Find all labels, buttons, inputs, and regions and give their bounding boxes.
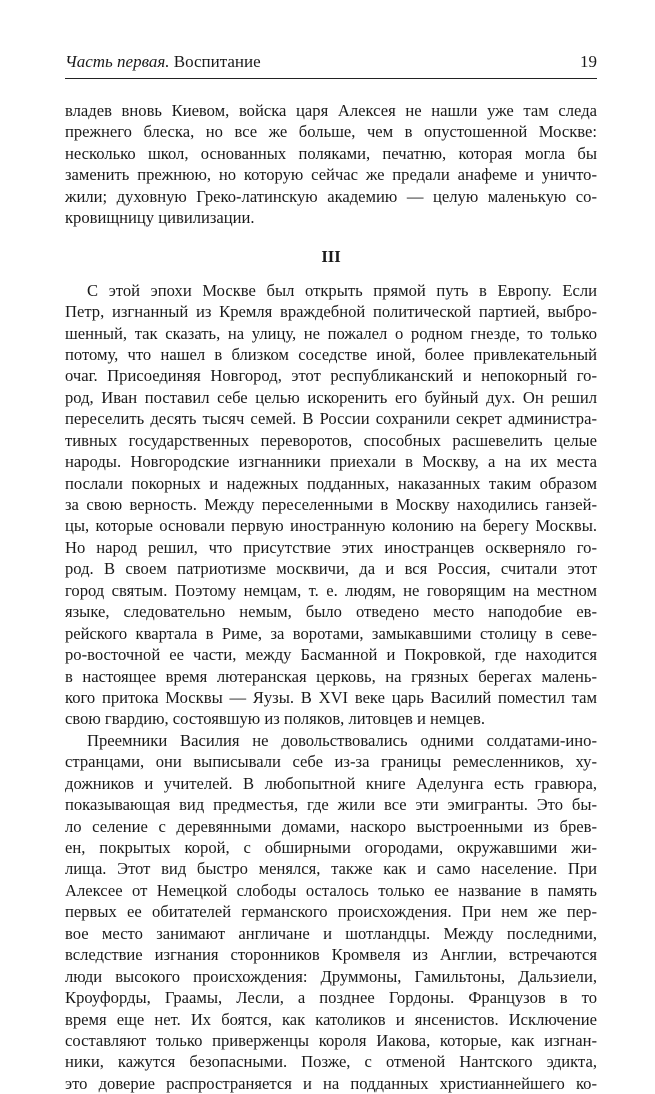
text-line: род. В своем патриотизме москвичи, да и вся Россия, считали этот — [65, 559, 597, 579]
running-header — [65, 52, 597, 79]
text-line: составляют только приверженцы короля Иакова, которые, как изгнан- — [65, 1030, 597, 1050]
book-page — [65, 52, 597, 1094]
paragraph-2 — [65, 730, 597, 1094]
text-line: время еще нет. Их боятся, как католиков и янсенистов. Исключение — [65, 1009, 597, 1029]
text-line: за свою верность. Между переселенными в Москву находились ганзей- — [65, 495, 597, 514]
paragraph-1 — [65, 280, 597, 730]
text-line: владев вновь Киевом, войска царя Алексея не нашли уже там следа — [65, 101, 597, 120]
text-line: ло селение с деревянными домами, наскоро выстроенными из брев- — [65, 816, 597, 836]
text-line: рейского квартала в Риме, за воротами, замыкавшими столицу в севе- — [65, 623, 597, 643]
text-line: Кроуфорды, Граамы, Лесли, а позднее Гордоны. Французов в то — [65, 988, 597, 1008]
text-line: вое место занимают англичане и шотландцы. Между последними, — [65, 923, 597, 943]
text-line: прежнего блеска, но все же больше, чем в опустошенной Москве: — [65, 122, 597, 142]
text-line: цы, которые основали первую иностранную колонию на берегу Москвы. — [65, 516, 597, 536]
part-title: Часть первая. — [65, 52, 170, 71]
text-line: С этой эпохи Москве был открыть прямой путь в Европу. Если — [87, 280, 597, 300]
text-line: Алексее от Немецкой слободы осталось только ее название в память — [65, 880, 597, 900]
text-line: Петр, изгнанный из Кремля враждебной политической партией, выбро- — [65, 302, 597, 322]
text-line: языке, следовательно немым, было отведено место наподобие ев- — [65, 602, 597, 622]
text-line: город святым. Поэтому немцам, т. е. людям, не говорящим на местном — [65, 580, 597, 600]
text-line: жили; духовную Греко-латинскую академию — целую маленькую со- — [65, 186, 597, 206]
text-line: свою гвардию, состоявшую из поляков, литовцев и немцев. — [65, 709, 486, 729]
text-line: кровищницу цивилизации. — [65, 208, 255, 228]
text-line: странцами, они выписывали себе из-за границы ремесленников, ху- — [65, 752, 597, 772]
text-line: первых ее обитателей германского происхождения. При нем же пер- — [65, 902, 597, 922]
text-line: люди высокого происхождения: Друммоны, Гамильтоны, Дальзиели, — [65, 966, 597, 986]
intro-paragraph — [65, 100, 597, 229]
text-line: народы. Новгородские изгнанники приехали в Москву, а на их места — [65, 452, 597, 472]
section-heading: III — [321, 246, 341, 266]
text-line: дожников и учителей. В любопытной книге Аделунга есть гравюра, — [65, 773, 597, 793]
running-header-title — [65, 52, 261, 72]
page-body — [65, 100, 597, 1094]
text-line: Но народ решил, что присутствие этих иностранцев оскверняло го- — [65, 537, 597, 557]
text-line: несколько школ, основанных поляками, печатню, которая могла бы — [65, 143, 597, 163]
text-line: кого притока Москвы — Яузы. В XVI веке царь Василий поместил там — [65, 687, 597, 707]
text-line: это доверие распространяется и на подданных христианнейшего ко- — [65, 1073, 597, 1093]
text-line: переселить десять тысяч семей. В России сохранили секрет администра- — [65, 409, 597, 429]
page-number: 19 — [580, 52, 597, 71]
text-line: заменить прежнюю, но которую сейчас же предали анафеме и уничто- — [65, 165, 597, 185]
text-line: ро-восточной ее части, между Басманной и Покровкой, где находится — [65, 645, 597, 665]
text-line: послали покорных и надежных подданных, наказанных таким образом — [65, 473, 597, 493]
text-line: ен, покрытых корой, с обширными огородами, окружавшими жи- — [65, 838, 597, 857]
text-line: лища. Этот вид быстро менялся, также как и само население. При — [65, 859, 597, 879]
text-line: потому, что нашел в близком соседстве иной, более привлекательный — [65, 344, 597, 364]
text-line: род, Иван поставил себе целью искоренить его буйный дух. Он решил — [65, 387, 597, 407]
text-line: показывающая вид предместья, где жили все эти эмигранты. Это бы- — [65, 795, 597, 815]
text-line: Преемники Василия не довольствовались одними солдатами-ино- — [87, 730, 597, 750]
text-line: в настоящее время лютеранская церковь, на грязных берегах малень- — [65, 666, 597, 686]
text-line: очаг. Присоединяя Новгород, этот республиканский и непокорный го- — [65, 366, 597, 386]
text-line: ники, кажутся безопасными. Позже, с отменой Нантского эдикта, — [65, 1052, 597, 1072]
text-line: шенный, так сказать, на улицу, не пожалел о родном гнезде, то только — [65, 323, 597, 343]
chapter-title: Воспитание — [173, 52, 261, 71]
text-line: тивных государственных переворотов, способных расшевелить целые — [65, 430, 597, 450]
text-line: вследствие изгнания сторонников Кромвеля из Англии, встречаются — [65, 945, 597, 965]
